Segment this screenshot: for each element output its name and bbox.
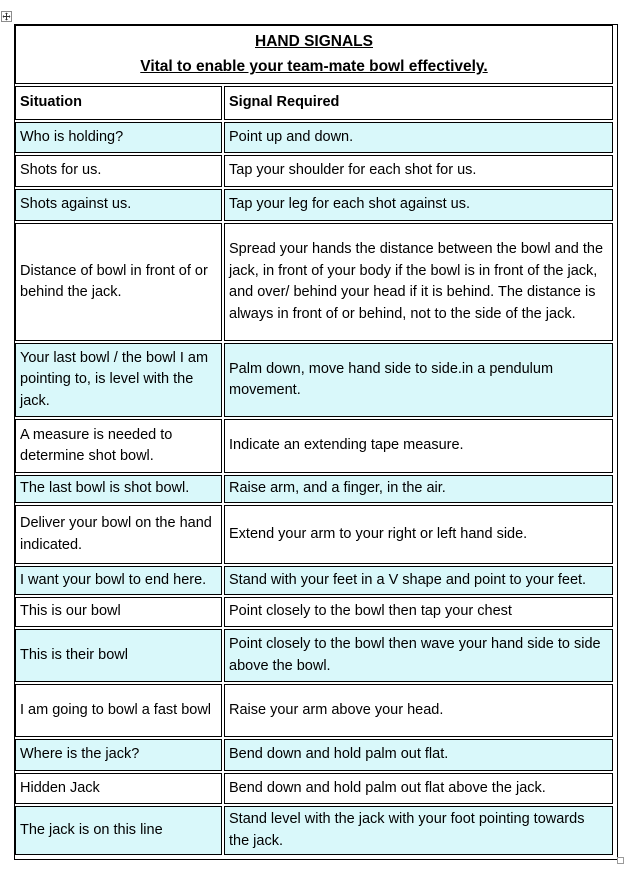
table-title-cell: [15, 25, 613, 84]
signal-cell: Raise arm, and a finger, in the air.: [224, 475, 613, 503]
situation-cell: The last bowl is shot bowl.: [15, 475, 222, 503]
signal-cell: Raise your arm above your head.: [224, 684, 613, 737]
situation-cell: This is their bowl: [15, 629, 222, 682]
situation-cell: Shots for us.: [15, 155, 222, 187]
signal-cell: Point up and down.: [224, 122, 613, 153]
situation-cell: The jack is on this line: [15, 806, 222, 855]
table-subtitle: Vital to enable your team-mate bowl effectively.: [140, 58, 488, 75]
table-resize-handle[interactable]: [617, 857, 624, 864]
situation-cell: I am going to bowl a fast bowl: [15, 684, 222, 737]
signal-cell: Tap your leg for each shot against us.: [224, 189, 613, 221]
situation-cell: Hidden Jack: [15, 773, 222, 804]
situation-cell: I want your bowl to end here.: [15, 566, 222, 595]
situation-cell: Where is the jack?: [15, 739, 222, 771]
signal-cell: Bend down and hold palm out flat above the jack.: [224, 773, 613, 804]
signal-cell: Extend your arm to your right or left hand side.: [224, 505, 613, 564]
situation-cell: This is our bowl: [15, 597, 222, 627]
hand-signals-table: [14, 24, 618, 860]
signal-cell: Point closely to the bowl then wave your hand side to side above the bowl.: [224, 629, 613, 682]
situation-cell: Shots against us.: [15, 189, 222, 221]
signal-cell: Tap your shoulder for each shot for us.: [224, 155, 613, 187]
signal-cell: Bend down and hold palm out flat.: [224, 739, 613, 771]
table-move-handle[interactable]: [1, 11, 12, 22]
signal-cell: Indicate an extending tape measure.: [224, 419, 613, 473]
signal-cell: Stand with your feet in a V shape and point to your feet.: [224, 566, 613, 595]
column-header-signal-required: Signal Required: [224, 86, 613, 120]
signal-cell: Stand level with the jack with your foot pointing towards the jack.: [224, 806, 613, 855]
situation-cell: A measure is needed to determine shot bowl.: [15, 419, 222, 473]
situation-cell: Deliver your bowl on the hand indicated.: [15, 505, 222, 564]
column-header-situation: Situation: [15, 86, 222, 120]
situation-cell: Your last bowl / the bowl I am pointing to, is level with the jack.: [15, 343, 222, 417]
signal-cell: Point closely to the bowl then tap your chest: [224, 597, 613, 627]
situation-cell: Who is holding?: [15, 122, 222, 153]
signal-cell: Palm down, move hand side to side.in a pendulum movement.: [224, 343, 613, 417]
situation-cell: Distance of bowl in front of or behind the jack.: [15, 223, 222, 341]
table-title: HAND SIGNALS: [255, 33, 373, 50]
signal-cell: Spread your hands the distance between the bowl and the jack, in front of your body if the bowl is in front of the jack, and over/ behind your head if it is behind. The distance is always in front of or behind, not to the side of the jack.: [224, 223, 613, 341]
